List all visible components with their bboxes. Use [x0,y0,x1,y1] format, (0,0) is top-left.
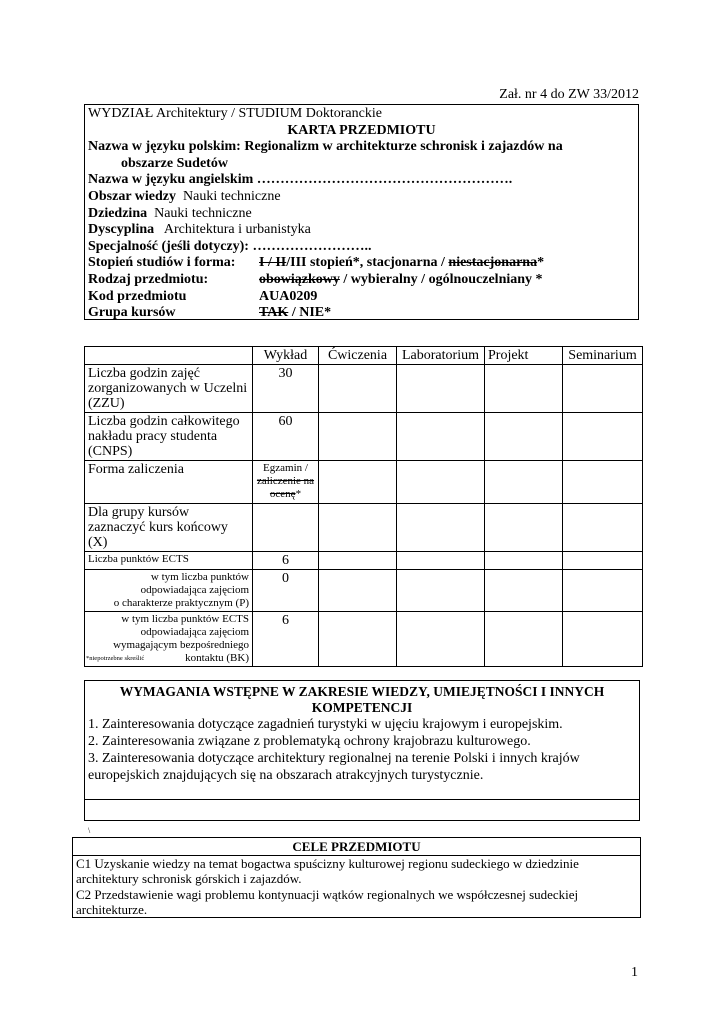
empty-cell [319,413,397,461]
level-tail: * [537,255,545,271]
empty-cell [397,570,485,612]
empty-cell [563,504,643,552]
empty-cell [397,461,485,504]
row-label-line: kontaktu (BK) [185,652,249,664]
requirement-item: 2. Zainteresowania związane z problematyką ochrony krajobrazu kulturowego. [88,734,531,749]
code-value: AUA0209 [259,288,318,304]
table-row [85,461,643,504]
row-label-line: wymagającym bezpośredniego [113,639,249,651]
area-label: Obszar wiedzy [88,188,177,204]
empty-cell [485,504,563,552]
lecture-cell [253,461,319,504]
exam-text: Egzamin / [263,462,308,474]
col-lecture: Wykład [253,347,319,365]
empty-cell [319,552,397,570]
requirement-item: 1. Zainteresowania dotyczące zagadnień turystyki w ujęciu krajowym i europejskim. [88,717,563,732]
empty-cell [319,612,397,667]
col-seminar: Seminarium [563,347,643,365]
level-struck-2: niestacjonarna [448,255,538,271]
lecture-cell [253,504,319,552]
level-rest: /III stopień*, stacjonarna / [286,255,449,271]
lecture-cell: 6 [253,612,319,667]
requirements-box [84,680,640,821]
card-title: KARTA PRZEDMIOTU [287,122,436,138]
type-rest: / wybieralny / ogólnouczelniany * [339,271,543,287]
page-number: 1 [631,965,638,980]
type-label: Rodzaj przedmiotu: [88,271,209,287]
goals-box [72,837,641,918]
group-value [259,305,331,322]
empty-cell [485,365,563,413]
goals-title: CELE PRZEDMIOTU [73,838,640,856]
group-line [88,305,635,322]
empty-cell [485,570,563,612]
row-label: Dla grupy kursów zaznaczyć kurs końcowy (X) [85,504,253,552]
col-project: Projekt [485,347,563,365]
asterisk: * [295,488,302,500]
row-label-line: odpowiadająca zajęciom [140,626,249,638]
domain-line [88,206,635,223]
name-pl-value-cont: obszarze Sudetów [121,155,228,171]
group-rest: / NIE* [288,305,332,321]
graded-credit-struck: zaliczenie na ocenę [256,475,315,500]
stray-backslash: \ [88,826,91,835]
name-en-label: Nazwa w języku angielskim [88,172,254,188]
specialty-line [88,239,635,256]
name-pl-value: Regionalizm w architekturze schronisk i zajazdów na [244,139,563,155]
row-label: Forma zaliczenia [85,461,253,504]
requirement-item: 3. Zainteresowania dotyczące architektury regionalnej na terenie Polski i innych krajów europejskich znajdujących się na obszarach atrakcyjnych turystycznie. [88,751,580,783]
empty-cell [563,570,643,612]
row-label-line: odpowiadająca zajęciom [140,584,249,596]
lecture-cell: 0 [253,570,319,612]
level-line [88,255,635,272]
empty-cell [397,504,485,552]
discipline-label: Dyscyplina [88,222,155,238]
empty-cell [319,504,397,552]
faculty-line: WYDZIAŁ Architektury / STUDIUM Doktoranckie [88,106,382,121]
hours-table [84,346,643,667]
table-row [85,504,643,552]
table-row [85,413,643,461]
empty-cell [485,461,563,504]
lecture-cell: 60 [253,413,319,461]
level-value [259,255,544,272]
row-label: Liczba punktów ECTS [85,552,253,570]
empty-cell [485,413,563,461]
lecture-cell: 30 [253,365,319,413]
empty-cell [563,552,643,570]
specialty-value: …………………….. [252,238,372,254]
group-label: Grupa kursów [88,305,176,321]
attachment-note: Zał. nr 4 do ZW 33/2012 [499,87,639,102]
code-label: Kod przedmiotu [88,288,187,304]
name-pl-line [88,139,635,156]
requirements-title-line: KOMPETENCJI [311,700,413,715]
col-exercises: Ćwiczenia [319,347,397,365]
empty-cell [397,413,485,461]
requirements-divider [85,799,639,800]
level-struck: I / II [259,255,287,271]
empty-cell [397,552,485,570]
empty-cell [397,612,485,667]
name-en-value: ………………………………………………. [256,172,513,188]
row-label [85,570,253,612]
empty-cell [563,365,643,413]
empty-cell [319,365,397,413]
empty-cell [485,612,563,667]
table-row [85,570,643,612]
requirements-title [85,681,639,716]
specialty-label: Specjalność (jeśli dotyczy): [88,238,249,254]
col-laboratory: Laboratorium [397,347,485,365]
discipline-line [88,222,635,239]
row-label-line: w tym liczba punktów [150,571,249,583]
row-label-line: w tym liczba punktów ECTS [121,613,249,625]
table-header-row [85,347,643,365]
domain-value: Nauki techniczne [154,205,252,221]
type-struck: obowiązkowy [259,271,340,287]
area-value: Nauki techniczne [183,188,281,204]
header-empty-cell [85,347,253,365]
discipline-value: Architektura i urbanistyka [163,222,311,238]
course-header-box [84,104,639,320]
type-line [88,272,635,289]
level-label: Stopień studiów i forma: [88,255,236,271]
group-struck: TAK [259,305,289,321]
name-pl-label: Nazwa w języku polskim: [88,139,241,155]
lecture-cell: 6 [253,552,319,570]
goal-item: C2 Przedstawienie wagi problemu kontynuacji wątków regionalnych we współczesnej sudeckiej architekturze. [76,886,579,917]
footnote: *niepotrzebne skreślić [86,655,145,662]
row-label: Liczba godzin zajęć zorganizowanych w Uczelni (ZZU) [85,365,253,413]
empty-cell [319,461,397,504]
table-row [85,365,643,413]
requirements-title-line: WYMAGANIA WSTĘPNE W ZAKRESIE WIEDZY, UMIEJĘTNOŚCI I INNYCH [119,684,605,699]
code-line [88,289,635,306]
empty-cell [563,413,643,461]
table-row [85,552,643,570]
area-line [88,189,635,206]
domain-label: Dziedzina [88,205,148,221]
empty-cell [319,570,397,612]
empty-cell [563,612,643,667]
empty-cell [397,365,485,413]
empty-cell [563,461,643,504]
type-value [259,272,543,289]
empty-cell [485,552,563,570]
row-label-line: o charakterze praktycznym (P) [113,597,249,609]
row-label: Liczba godzin całkowitego nakładu pracy studenta (CNPS) [85,413,253,461]
goal-item: C1 Uzyskanie wiedzy na temat bogactwa spuścizny kulturowej regionu sudeckiego w dziedzinie architektury schronisk górskich i zajazdów. [76,855,579,886]
table-row [85,612,643,667]
name-en-line [88,172,635,189]
